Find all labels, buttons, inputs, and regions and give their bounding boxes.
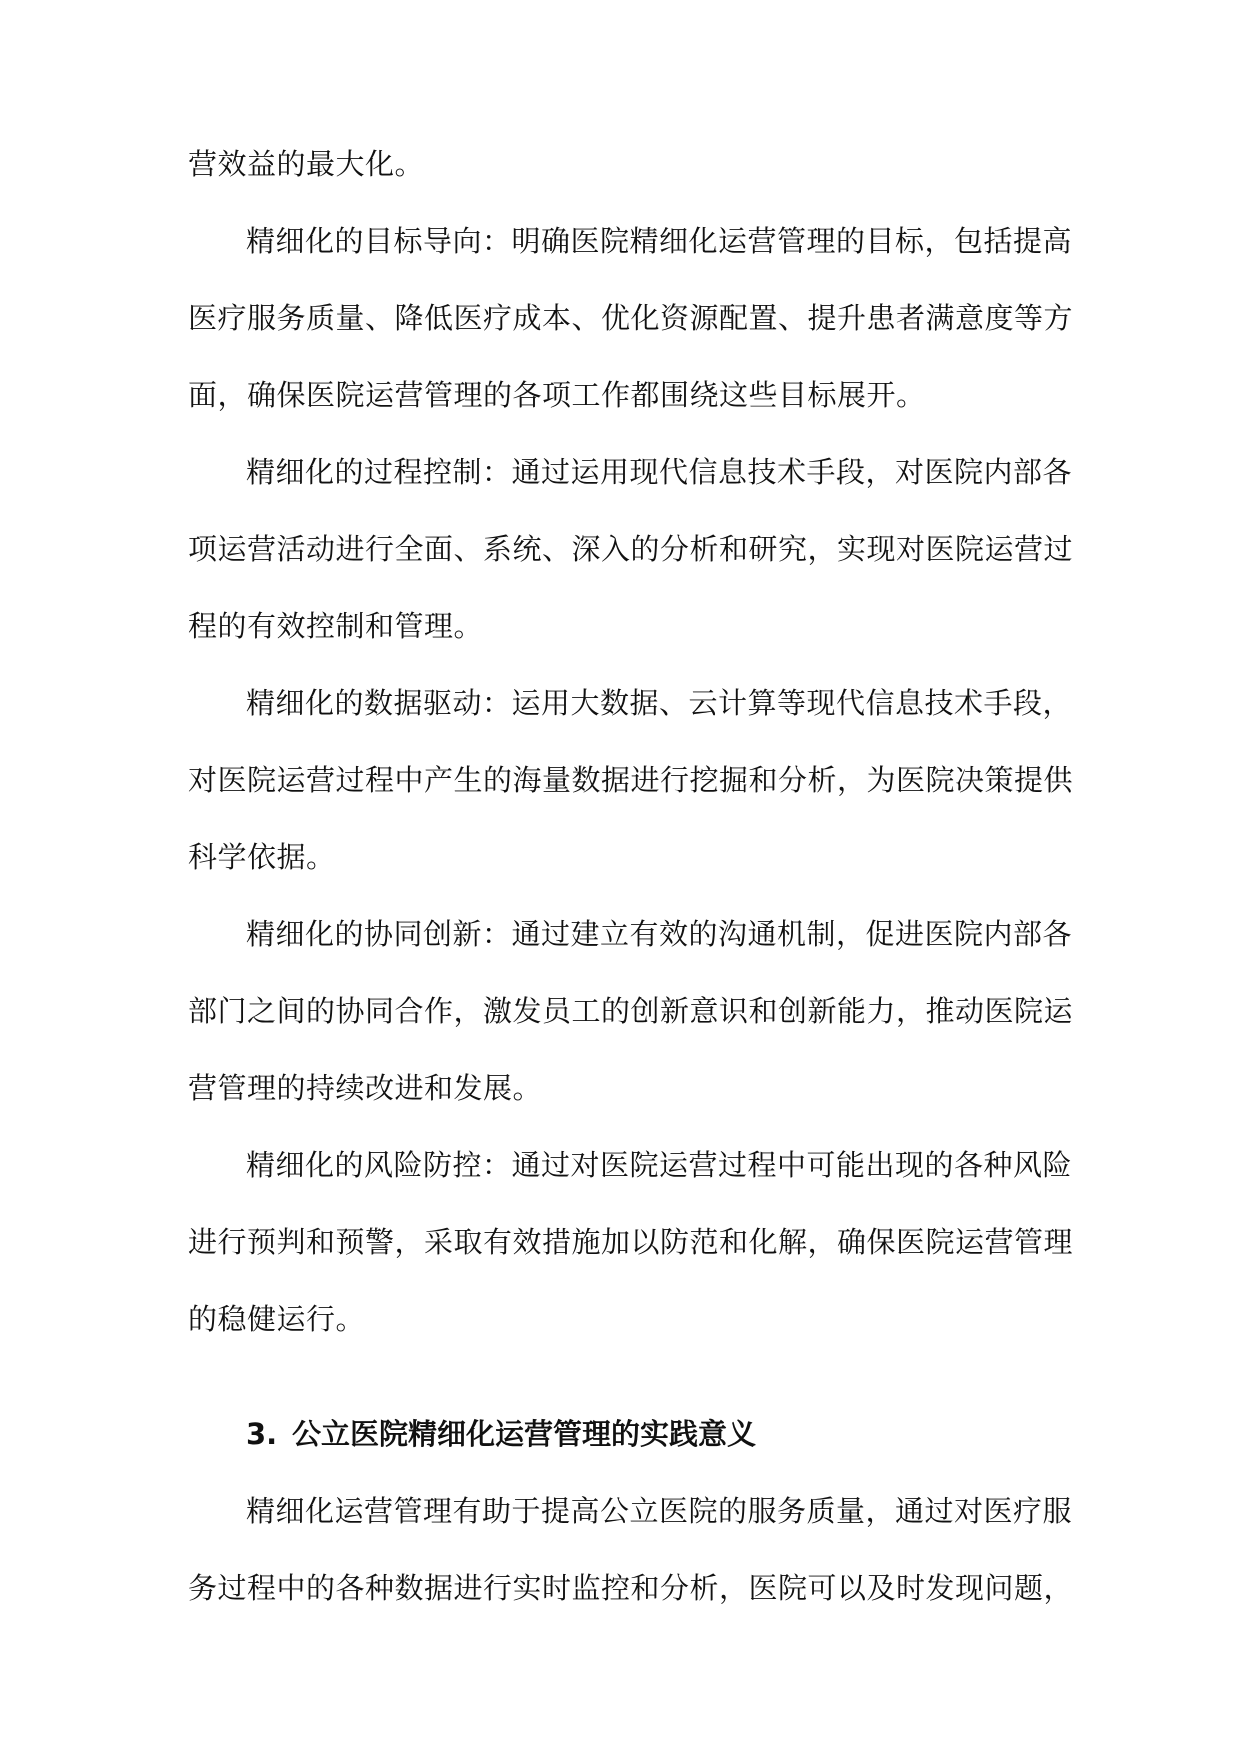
- text-line: 项运营活动进行全面、系统、深入的分析和研究，实现对医院运营过: [188, 532, 1074, 566]
- text-line: 医疗服务质量、降低医疗成本、优化资源配置、提升患者满意度等方: [188, 301, 1074, 335]
- text-line: 精细化的过程控制：通过运用现代信息技术手段，对医院内部各: [246, 455, 1073, 489]
- paragraph-risk-control: [188, 1146, 1074, 1377]
- text-line: 精细化运营管理有助于提高公立医院的服务质量，通过对医疗服: [246, 1494, 1073, 1528]
- section-number: 3.: [246, 1417, 278, 1451]
- paragraph-practical-significance: [188, 1492, 1074, 1646]
- text-line: 精细化的数据驱动：运用大数据、云计算等现代信息技术手段，: [246, 686, 1073, 720]
- text-line: 营效益的最大化。: [188, 147, 425, 181]
- section-title: 公立医院精细化运营管理的实践意义: [292, 1417, 757, 1451]
- paragraph-data-driven: [188, 684, 1074, 915]
- section-heading: [188, 1415, 1058, 1492]
- paragraph-collaborative-innovation: [188, 915, 1074, 1146]
- text-line: 进行预判和预警，采取有效措施加以防范和化解，确保医院运营管理: [188, 1225, 1074, 1259]
- paragraph-continuation: [188, 145, 1058, 222]
- paragraph-process-control: [188, 453, 1074, 684]
- text-line: 务过程中的各种数据进行实时监控和分析，医院可以及时发现问题，: [188, 1571, 1074, 1605]
- text-line: 对医院运营过程中产生的海量数据进行挖掘和分析，为医院决策提供: [188, 763, 1074, 797]
- text-line: 精细化的协同创新：通过建立有效的沟通机制，促进医院内部各: [246, 917, 1073, 951]
- document-body: [188, 145, 1074, 1646]
- text-line: 精细化的目标导向：明确医院精细化运营管理的目标，包括提高: [246, 224, 1073, 258]
- text-line: 面，确保医院运营管理的各项工作都围绕这些目标展开。: [188, 378, 926, 412]
- text-line: 精细化的风险防控：通过对医院运营过程中可能出现的各种风险: [246, 1148, 1073, 1182]
- text-line: 部门之间的协同合作，激发员工的创新意识和创新能力，推动医院运: [188, 994, 1074, 1028]
- text-line: 科学依据。: [188, 840, 336, 874]
- section-spacer: [188, 1377, 1058, 1415]
- paragraph-goal-orientation: [188, 222, 1074, 453]
- text-line: 营管理的持续改进和发展。: [188, 1071, 543, 1105]
- text-line: 程的有效控制和管理。: [188, 609, 484, 643]
- text-line: 的稳健运行。: [188, 1302, 366, 1336]
